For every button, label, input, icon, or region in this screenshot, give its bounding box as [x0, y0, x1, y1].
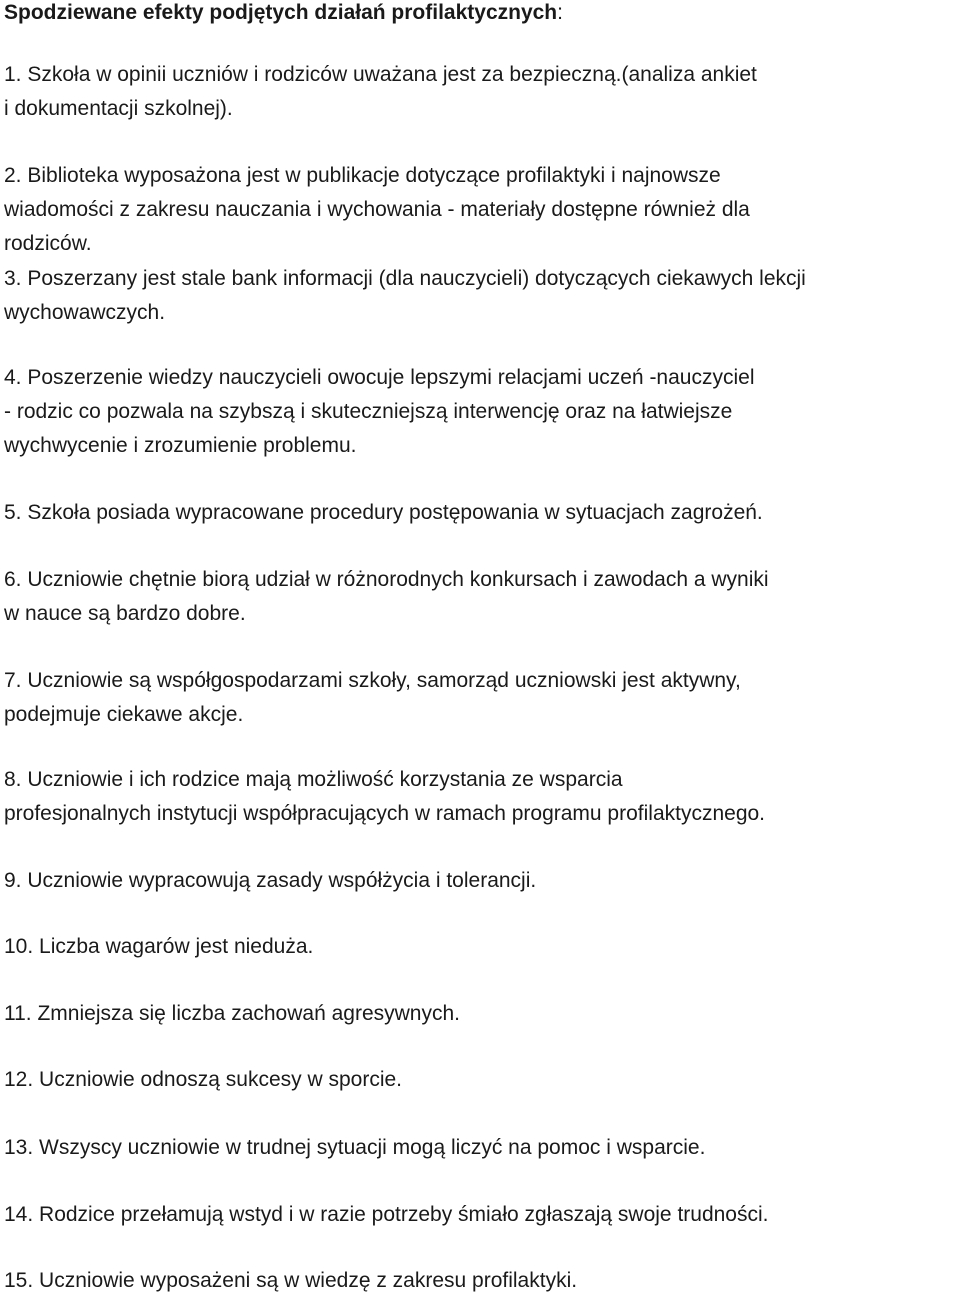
list-item-line: 1. Szkoła w opinii uczniów i rodziców uważana jest za bezpieczną.(analiza ankiet	[4, 63, 757, 86]
list-item-line: 12. Uczniowie odnoszą sukcesy w sporcie.	[4, 1068, 403, 1091]
list-item-line: 13. Wszyscy uczniowie w trudnej sytuacji mogą liczyć na pomoc i wsparcie.	[4, 1136, 706, 1159]
list-item-line: 6. Uczniowie chętnie biorą udział w różnorodnych konkursach i zawodach a wyniki	[4, 568, 769, 591]
list-item-4	[4, 361, 754, 463]
list-item-2	[4, 159, 750, 261]
list-item-line: podejmuje ciekawe akcje.	[4, 703, 244, 726]
list-item-line: wychowawczych.	[4, 301, 166, 324]
list-item-13	[4, 1131, 705, 1165]
list-item-15	[4, 1264, 577, 1298]
list-item-line: 4. Poszerzenie wiedzy nauczycieli owocuje lepszymi relacjami uczeń -nauczyciel	[4, 366, 755, 389]
list-item-line: i dokumentacji szkolnej).	[4, 97, 233, 120]
list-item-line: 8. Uczniowie i ich rodzice mają możliwość korzystania ze wsparcia	[4, 768, 623, 791]
list-item-7	[4, 664, 741, 732]
list-item-9	[4, 864, 536, 898]
list-item-line: 11. Zmniejsza się liczba zachowań agresywnych.	[4, 1002, 460, 1025]
list-item-12	[4, 1063, 402, 1097]
section-heading	[4, 0, 958, 25]
list-item-line: 2. Biblioteka wyposażona jest w publikacje dotyczące profilaktyki i najnowsze	[4, 164, 721, 187]
list-item-line: w nauce są bardzo dobre.	[4, 602, 246, 625]
list-item-11	[4, 997, 460, 1031]
list-item-3	[4, 262, 806, 330]
list-item-5	[4, 496, 763, 530]
heading-colon: :	[557, 1, 563, 24]
list-item-10	[4, 930, 313, 964]
list-item-line: 7. Uczniowie są współgospodarzami szkoły, samorząd uczniowski jest aktywny,	[4, 669, 741, 692]
list-item-line: wiadomości z zakresu nauczania i wychowania - materiały dostępne również dla	[4, 198, 750, 221]
list-item-line: 9. Uczniowie wypracowują zasady współżycia i tolerancji.	[4, 869, 537, 892]
list-item-line: 15. Uczniowie wyposażeni są w wiedzę z zakresu profilaktyki.	[4, 1269, 578, 1292]
list-item-line: wychwycenie i zrozumienie problemu.	[4, 434, 357, 457]
list-item-14	[4, 1198, 769, 1232]
list-item-line: - rodzic co pozwala na szybszą i skuteczniejszą interwencję oraz na łatwiejsze	[4, 400, 733, 423]
list-item-line: rodziców.	[4, 232, 92, 255]
list-item-line: 5. Szkoła posiada wypracowane procedury postępowania w sytuacjach zagrożeń.	[4, 501, 763, 524]
list-item-line: 14. Rodzice przełamują wstyd i w razie potrzeby śmiało zgłaszają swoje trudności.	[4, 1203, 769, 1226]
heading-text: Spodziewane efekty podjętych działań profilaktycznych	[4, 1, 558, 24]
list-item-1	[4, 58, 757, 126]
document-page	[4, 0, 958, 1292]
list-item-8	[4, 763, 765, 831]
list-item-line: 10. Liczba wagarów jest nieduża.	[4, 935, 314, 958]
list-item-line: profesjonalnych instytucji współpracujących w ramach programu profilaktycznego.	[4, 802, 766, 825]
list-item-6	[4, 563, 769, 631]
list-item-line: 3. Poszerzany jest stale bank informacji (dla nauczycieli) dotyczących ciekawych lekcji	[4, 267, 806, 290]
